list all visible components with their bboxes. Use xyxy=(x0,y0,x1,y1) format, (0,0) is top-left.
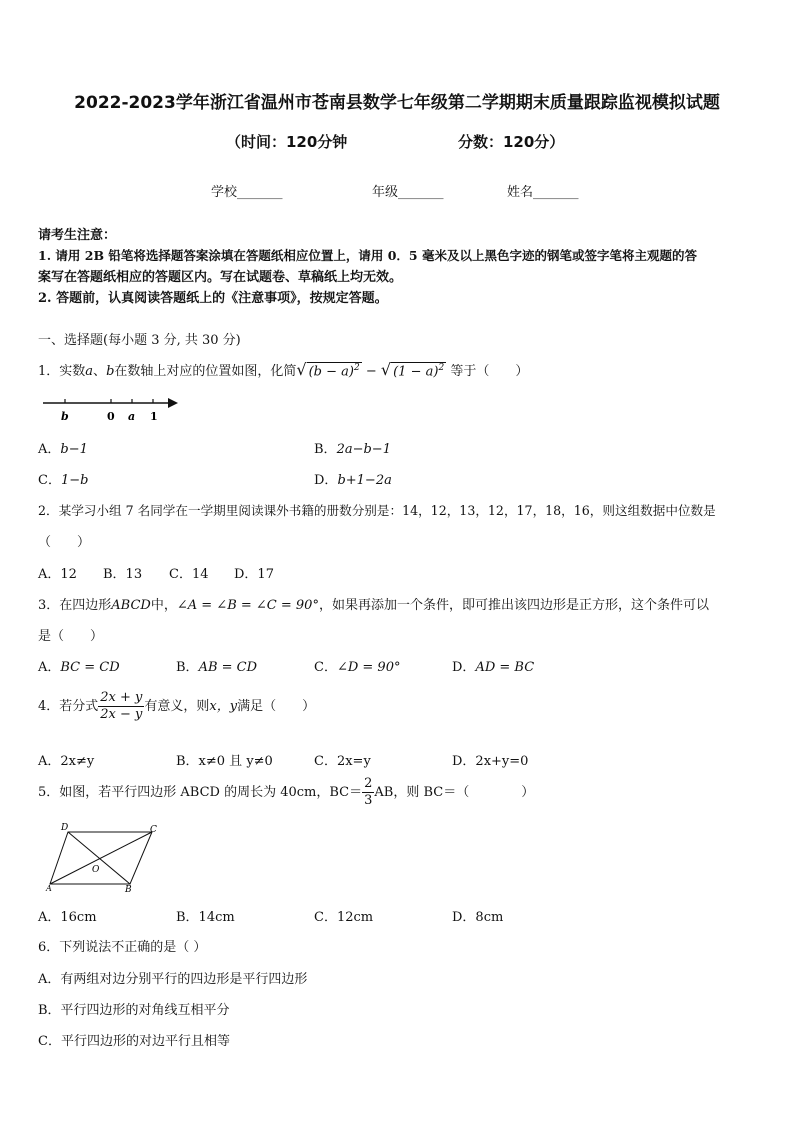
q5-parallelogram-figure xyxy=(44,820,164,894)
q4-stem: 4．若分式 $\frac{2x + y}{2x - y}$ 有意义，则x，y满足（ ） xyxy=(38,690,316,722)
q3-option-b: B．AB = CD xyxy=(176,660,258,675)
name-field: 姓名_______ xyxy=(507,185,579,200)
q5-option-b: B．14cm xyxy=(176,910,235,925)
exam-score: 分数：120分） xyxy=(458,133,565,151)
notice-item1-line1: 1. 请用 2B 铅笔将选择题答案涂填在答题纸相应位置上，请用 0．5 毫米及以上黑色字迹的钢笔或签字笔将主观题的答 xyxy=(38,248,697,263)
vertex-label-d: D xyxy=(61,823,69,833)
q2-option-c: C．14 xyxy=(169,567,209,582)
q2-option-d: D．17 xyxy=(234,567,274,582)
q5-stem: 5．如图，若平行四边形 ABCD 的周长为 40cm，BC＝ $\frac{2}{3}$ AB，则 BC＝（ ） xyxy=(38,776,535,808)
q2-stem-line2: （ ） xyxy=(38,535,91,550)
q1-number-line xyxy=(40,393,185,425)
q4-option-c: C．2x=y xyxy=(314,754,371,769)
q2-option-a: A．12 xyxy=(38,567,77,582)
axis-label-1: 1 xyxy=(150,410,158,423)
q4-option-b: B．x≠0 且 y≠0 xyxy=(176,754,273,769)
school-field: 学校_______ xyxy=(211,185,283,200)
q5-option-a: A．16cm xyxy=(38,910,97,925)
vertex-label-a: A xyxy=(46,884,52,893)
q6-option-c: C．平行四边形的对边平行且相等 xyxy=(38,1034,230,1049)
q6-stem: 6．下列说法不正确的是（ ） xyxy=(38,940,207,955)
q3-option-c: C．∠D = 90° xyxy=(314,660,401,675)
q1-option-d: D．b+1−2a xyxy=(314,473,392,488)
q2-option-b: B．13 xyxy=(103,567,143,582)
q6-option-a: A．有两组对边分别平行的四边形是平行四边形 xyxy=(38,972,308,987)
axis-label-a: a xyxy=(128,410,136,423)
vertex-label-c: C xyxy=(150,825,157,835)
axis-label-b: b xyxy=(61,410,69,423)
q3-option-a: A．BC = CD xyxy=(38,660,120,675)
q4-fraction: $\frac{2x + y}{2x - y}$ xyxy=(100,690,143,722)
notice-item2: 2. 答题前，认真阅读答题纸上的《注意事项》，按规定答题。 xyxy=(38,291,388,306)
grade-field: 年级_______ xyxy=(372,185,444,200)
q1-option-b: B．2a−b−1 xyxy=(314,442,391,457)
center-label-o: O xyxy=(92,865,100,875)
q4-option-d: D．2x+y=0 xyxy=(452,754,529,769)
axis-label-0: 0 xyxy=(107,410,115,423)
q1-radical-2: $(1 - a)^2$ xyxy=(393,362,445,379)
section1-heading: 一、选择题(每小题 3 分, 共 30 分) xyxy=(38,333,241,348)
q5-option-d: D．8cm xyxy=(452,910,504,925)
notice-item1-line2: 案写在答题纸相应的答题区内。写在试题卷、草稿纸上均无效。 xyxy=(38,270,403,285)
q1-option-a: A．b−1 xyxy=(38,442,88,457)
vertex-label-b: B xyxy=(125,885,132,894)
q1-radical-1: $(b - a)^2$ xyxy=(308,362,360,379)
exam-time: （时间：120分钟 xyxy=(226,133,348,151)
q1-option-c: C．1−b xyxy=(38,473,89,488)
exam-title: 2022-2023学年浙江省温州市苍南县数学七年级第二学期期末质量跟踪监视模拟试题 xyxy=(74,93,720,113)
q2-stem-line1: 2．某学习小组 7 名同学在一学期里阅读课外书籍的册数分别是：14，12，13，12，17，18，16，则这组数据中位数是 xyxy=(38,503,716,518)
q4-option-a: A．2x≠y xyxy=(38,754,95,769)
q1-stem: 1．实数a、b在数轴上对应的位置如图，化简√ $(b - a)^2$ − √ $(1 - a)^2$ 等于（ ） xyxy=(38,360,529,379)
notice-heading: 请考生注意： xyxy=(38,228,117,243)
q6-option-b: B．平行四边形的对角线互相平分 xyxy=(38,1003,230,1018)
q5-fraction: $\frac{2}{3}$ xyxy=(364,776,373,808)
q3-stem-line2: 是（ ） xyxy=(38,629,104,644)
q3-stem-line1: 3．在四边形ABCD中，∠A = ∠B = ∠C = 90°，如果再添加一个条件，即可推出该四边形是正方形，这个条件可以 xyxy=(38,598,709,613)
q5-option-c: C．12cm xyxy=(314,910,374,925)
q3-option-d: D．AD = BC xyxy=(452,660,535,675)
